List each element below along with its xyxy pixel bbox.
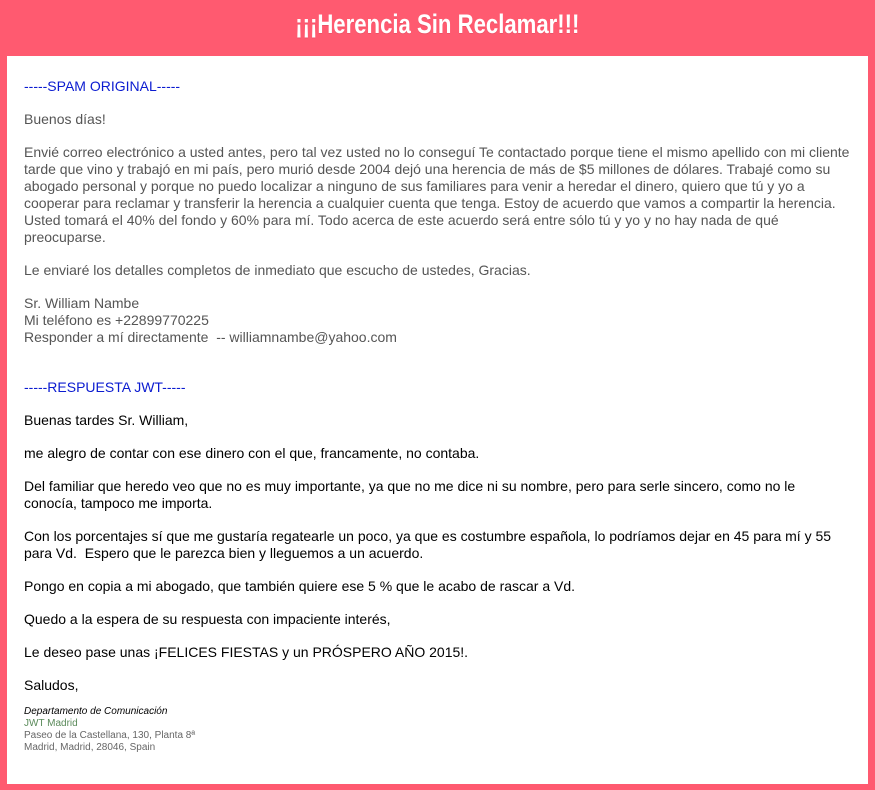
reply-paragraph-6: Le deseo pase unas ¡FELICES FIESTAS y un PRÓSPERO AÑO 2015!. <box>24 644 469 660</box>
page-header <box>0 0 875 48</box>
spam-section <box>24 78 851 346</box>
signature-address-line-1: Paseo de la Castellana, 130, Planta 8ª <box>24 730 196 741</box>
email-card <box>7 56 868 784</box>
page-title: ¡¡¡Herencia Sin Reclamar!!! <box>295 8 580 39</box>
reply-greeting: Buenas tardes Sr. William, <box>24 412 189 428</box>
spam-heading: -----SPAM ORIGINAL----- <box>24 78 181 94</box>
reply-paragraph-1: me alegro de contar con ese dinero con el que, francamente, no contaba. <box>24 445 480 461</box>
reply-paragraph-4: Pongo en copia a mi abogado, que también quiere ese 5 % que le acabo de rascar a Vd. <box>24 578 576 594</box>
reply-paragraph-2: Del familiar que heredo veo que no es muy importante, ya que no me dice ni su nombre, pero para serle sincero, como no le conocía, tampoco me importa. <box>24 478 796 511</box>
spam-greeting: Buenos días! <box>24 111 106 127</box>
spam-signature-phone: Mi teléfono es +22899770225 <box>24 312 209 328</box>
reply-section <box>24 379 851 694</box>
signature-company: JWT Madrid <box>24 718 78 729</box>
reply-paragraph-3: Con los porcentajes sí que me gustaría regatearle un poco, ya que es costumbre española, lo podríamos dejar en 45 para mí y 55 para Vd. Espero que le parezca bien y lleguemos a un acuerdo. <box>24 528 835 561</box>
spam-signature-name: Sr. William Nambe <box>24 295 140 311</box>
spam-closing: Le enviaré los detalles completos de inmediato que escucho de ustedes, Gracias. <box>24 262 531 278</box>
reply-heading: -----RESPUESTA JWT----- <box>24 379 186 395</box>
signature-address-line-2: Madrid, Madrid, 28046, Spain <box>24 742 156 753</box>
spam-body: Envié correo electrónico a usted antes, pero tal vez usted no lo conseguí Te contactado porque tiene el mismo apellido con mi cliente tarde que vino y trabajó en mi país, pero murió desde 2004 dejó una herencia de más de $5 millones de dólares. Trabajé como su abogado personal y porque no puedo localizar a ninguno de sus familiares para venir a heredar el dinero, quiero que tú y yo a cooperar para reclamar y transferir la herencia a cualquier cuenta que tenga. Estoy de acuerdo que vamos a compartir la herencia. Usted tomará el 40% del fondo y 60% para mí. Todo acerca de este acuerdo será entre sólo tú y yo y no hay nada de qué preocuparse. <box>24 144 850 245</box>
spam-signature-reply: Responder a mí directamente -- williamnambe@yahoo.com <box>24 329 397 345</box>
reply-paragraph-7: Saludos, <box>24 677 79 693</box>
email-signature <box>24 706 851 754</box>
signature-department: Departamento de Comunicación <box>24 706 168 717</box>
reply-paragraph-5: Quedo a la espera de su respuesta con impaciente interés, <box>24 611 391 627</box>
